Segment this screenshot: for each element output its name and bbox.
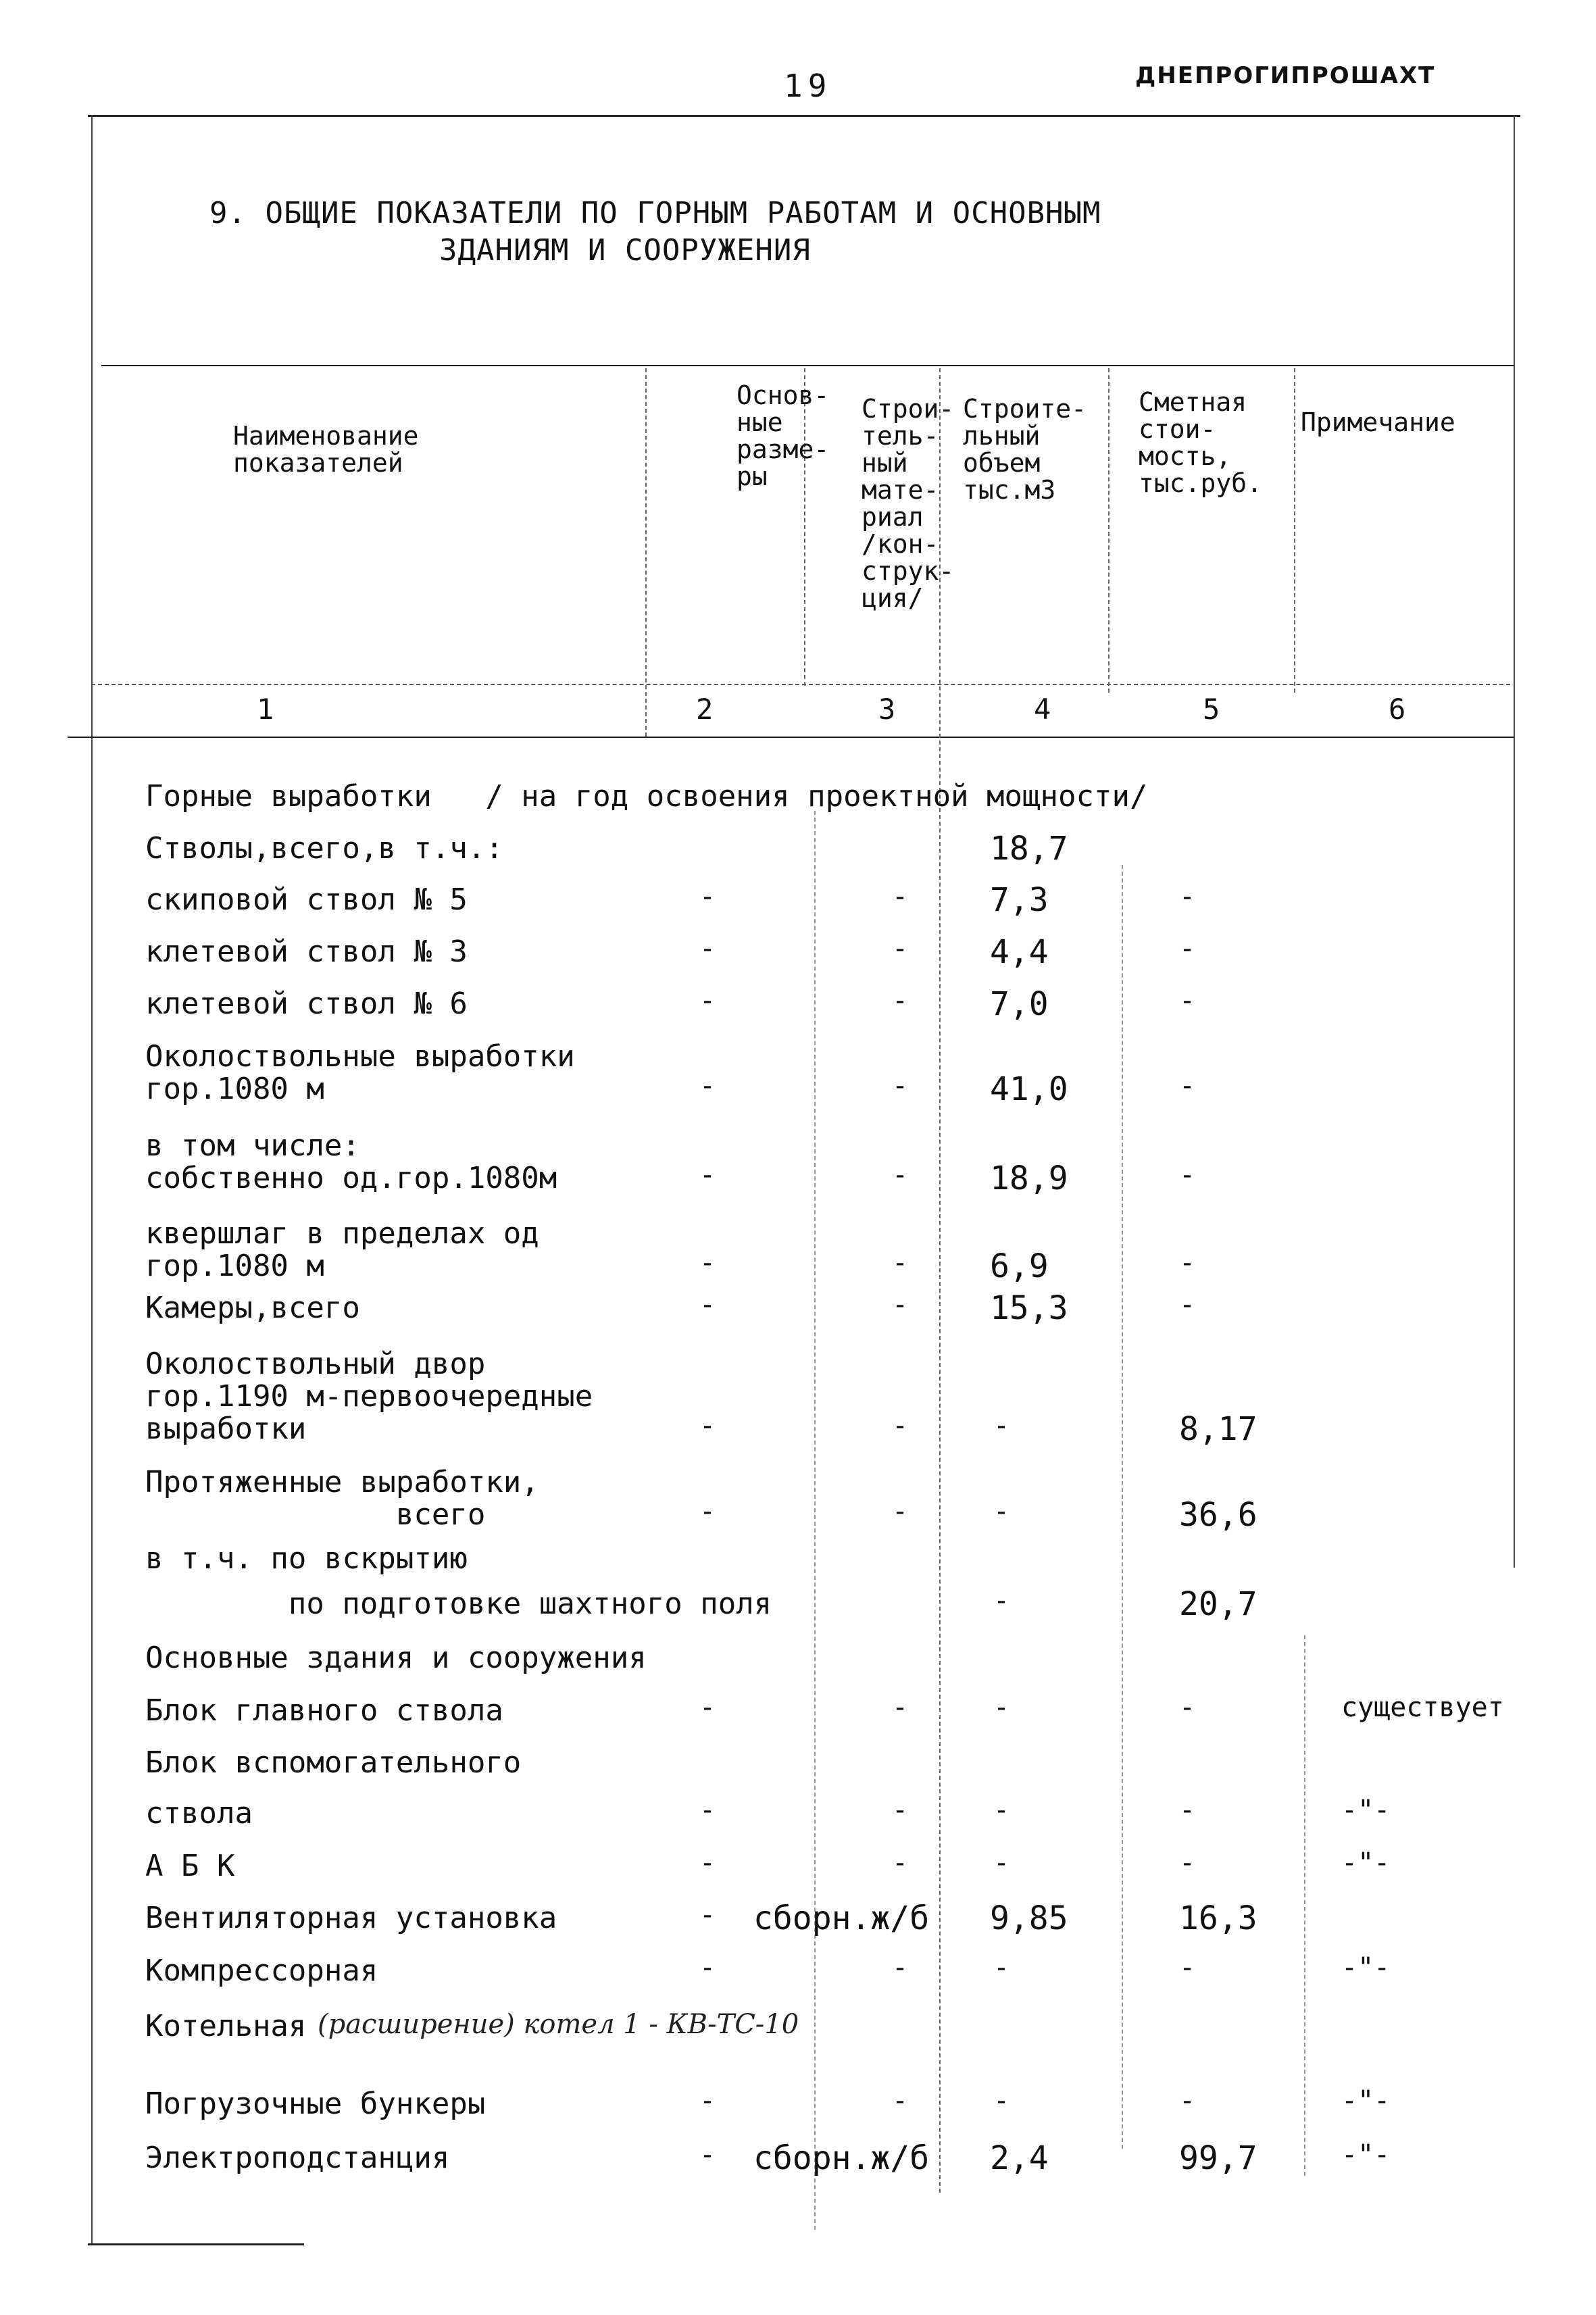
row-cell-c3: - (892, 1070, 909, 1101)
row-cell-c2: - (699, 1795, 716, 1826)
row-cell-c4: 9,85 (990, 1899, 1068, 1937)
row-cell-c6: -"- (1341, 1795, 1391, 1826)
bottom-left-mark (88, 2243, 304, 2245)
row-name: Протяженные выработки, всего (145, 1465, 539, 1532)
row-cell-c2: - (699, 2085, 716, 2116)
row-cell-c2: - (699, 985, 716, 1016)
row-cell-c4: 7,0 (990, 985, 1049, 1023)
row-cell-c4: - (993, 1496, 1010, 1527)
organization-stamp: ДНЕПРОГИПРОШАХТ (1135, 62, 1436, 89)
col-sep-3 (939, 368, 941, 2193)
col-number-1: 1 (257, 693, 274, 726)
col-number-2: 2 (696, 693, 714, 726)
col-number-3: 3 (878, 693, 896, 726)
row-cell-c3: - (892, 2085, 909, 2116)
row-cell-c4: 4,4 (990, 933, 1049, 971)
handwritten-note: (расширение) котел 1 - КВ-ТС-10 (318, 2009, 799, 2040)
row-cell-c5: - (1179, 1795, 1196, 1826)
row-cell-c6: -"- (1341, 2085, 1391, 2116)
row-cell-c6: -"- (1341, 1847, 1391, 1878)
row-cell-c3: сборн.ж/б (753, 1899, 930, 1937)
row-cell-c3: - (892, 1410, 909, 1441)
row-cell-c5: - (1179, 1952, 1196, 1983)
row-cell-c4: 18,7 (990, 830, 1068, 868)
row-name: Вентиляторная установка (145, 1901, 557, 1935)
row-cell-c5: - (1179, 1247, 1196, 1278)
row-cell-c5: - (1179, 1692, 1196, 1723)
row-cell-c2: - (699, 1952, 716, 1983)
section-title-line2: ЗДАНИЯМ И СООРУЖЕНИЯ (439, 233, 811, 268)
section-title-line1: 9. ОБЩИЕ ПОКАЗАТЕЛИ ПО ГОРНЫМ РАБОТАМ И ОСНОВНЫМ (209, 196, 1101, 230)
row-cell-c5: 36,6 (1179, 1496, 1257, 1534)
row-name: А Б К (145, 1849, 235, 1883)
row-name: Околоствольные выработки гор.1080 м (145, 1039, 575, 1106)
row-cell-c2: - (699, 2139, 716, 2170)
row-cell-c4: - (993, 2085, 1010, 2116)
top-border (88, 115, 1520, 117)
col-header-dimensions: Основ- ные разме- ры (737, 380, 830, 491)
body-sep-5 (1304, 1635, 1305, 2176)
row-name: Основные здания и сооружения (145, 1641, 647, 1675)
row-name: Электроподстанция (145, 2141, 450, 2175)
row-cell-c6: -"- (1341, 2139, 1391, 2170)
row-cell-c3: - (892, 933, 909, 964)
row-cell-c3: - (892, 1247, 909, 1278)
row-name: в том числе: собственно од.гор.1080м (145, 1128, 557, 1195)
col-header-note: Примечание (1301, 407, 1455, 437)
row-cell-c4: 18,9 (990, 1160, 1068, 1197)
row-name: скиповой ствол № 5 (145, 882, 468, 917)
row-name: квершлаг в пределах од гор.1080 м (145, 1216, 539, 1283)
row-cell-c3: - (892, 881, 909, 912)
column-number-line (68, 737, 1514, 738)
header-top-line (101, 365, 1514, 366)
row-name: Компрессорная (145, 1953, 378, 1988)
row-cell-c5: 16,3 (1179, 1899, 1257, 1937)
row-cell-c5: 8,17 (1179, 1410, 1257, 1448)
row-cell-c5: - (1179, 1289, 1196, 1320)
row-cell-c2: - (699, 1899, 716, 1931)
row-cell-c2: - (699, 1070, 716, 1101)
row-cell-c5: 99,7 (1179, 2139, 1257, 2177)
row-name: Погрузочные бункеры (145, 2087, 486, 2121)
row-cell-c2: - (699, 1410, 716, 1441)
row-name: клетевой ствол № 3 (145, 935, 468, 969)
col-number-5: 5 (1203, 693, 1220, 726)
row-cell-c6: -"- (1341, 1952, 1391, 1983)
row-cell-c2: - (699, 1847, 716, 1878)
row-cell-c4: 2,4 (990, 2139, 1049, 2177)
row-cell-c5: - (1179, 1160, 1196, 1191)
row-name: Горные выработки / на год освоения проектной мощности/ (145, 779, 1148, 814)
row-name: Околоствольный двор гор.1190 м-первоочередные выработки (145, 1347, 593, 1446)
row-cell-c3: - (892, 1692, 909, 1723)
col-sep-4 (1108, 368, 1109, 693)
row-cell-c2: - (699, 1247, 716, 1278)
row-cell-c4: 7,3 (990, 881, 1049, 919)
page-number: 19 (784, 68, 832, 104)
row-cell-c5: - (1179, 1070, 1196, 1101)
col-header-material: Строи- тель- ный мате- риал /кон- струк- ция/ (862, 394, 955, 613)
row-cell-c4: - (993, 1410, 1010, 1441)
row-name: Стволы,всего,в т.ч.: (145, 831, 503, 866)
row-cell-c4: 15,3 (990, 1289, 1068, 1327)
row-name: Блок главного ствола (145, 1693, 503, 1728)
row-cell-c3: сборн.ж/б (753, 2139, 930, 2177)
row-cell-c3: - (892, 1289, 909, 1320)
body-sep-4 (1122, 865, 1123, 2149)
row-cell-c2: - (699, 1160, 716, 1191)
row-cell-c4: - (993, 1847, 1010, 1878)
row-cell-c3: - (892, 1496, 909, 1527)
row-cell-c4: - (993, 1952, 1010, 1983)
row-cell-c3: - (892, 1795, 909, 1826)
row-cell-c5: - (1179, 881, 1196, 912)
row-cell-c3: - (892, 1952, 909, 1983)
row-name: Котельная (145, 2009, 307, 2043)
row-cell-c2: - (699, 933, 716, 964)
row-cell-c3: - (892, 1160, 909, 1191)
row-cell-c5: - (1179, 985, 1196, 1016)
row-cell-c3: - (892, 985, 909, 1016)
left-border (91, 115, 93, 2243)
row-cell-c2: - (699, 881, 716, 912)
row-name: Блок вспомогательного (145, 1745, 522, 1780)
col-sep-1 (645, 368, 647, 737)
row-cell-c4: - (993, 1692, 1010, 1723)
header-bottom-line (91, 684, 1510, 685)
row-cell-c5: - (1179, 1847, 1196, 1878)
row-cell-c4: 6,9 (990, 1247, 1049, 1285)
row-name: в т.ч. по вскрытию (145, 1541, 468, 1576)
col-sep-5 (1294, 368, 1295, 693)
row-cell-c5: - (1179, 2085, 1196, 2116)
right-border (1514, 115, 1515, 1568)
row-cell-c6: существует (1341, 1692, 1504, 1723)
row-name: ствола (145, 1796, 253, 1831)
col-number-4: 4 (1034, 693, 1051, 726)
row-cell-c4: - (993, 1795, 1010, 1826)
row-cell-c5: - (1179, 933, 1196, 964)
row-name: Камеры,всего (145, 1291, 360, 1325)
row-cell-c2: - (699, 1692, 716, 1723)
col-header-cost: Сметная стои- мость, тыс.руб. (1139, 387, 1263, 498)
row-cell-c3: - (892, 1847, 909, 1878)
row-cell-c2: - (699, 1289, 716, 1320)
body-sep-2 (814, 811, 816, 2230)
col-header-volume: Строите- льный объем тыс.м3 (963, 394, 1087, 505)
row-cell-c2: - (699, 1496, 716, 1527)
row-cell-c4: 41,0 (990, 1070, 1068, 1108)
row-name: клетевой ствол № 6 (145, 987, 468, 1021)
row-cell-c4: - (993, 1585, 1010, 1616)
col-number-6: 6 (1389, 693, 1406, 726)
row-cell-c5: 20,7 (1179, 1585, 1257, 1623)
col-header-name: Наименование показателей (233, 421, 419, 478)
row-name: по подготовке шахтного поля (145, 1587, 772, 1621)
